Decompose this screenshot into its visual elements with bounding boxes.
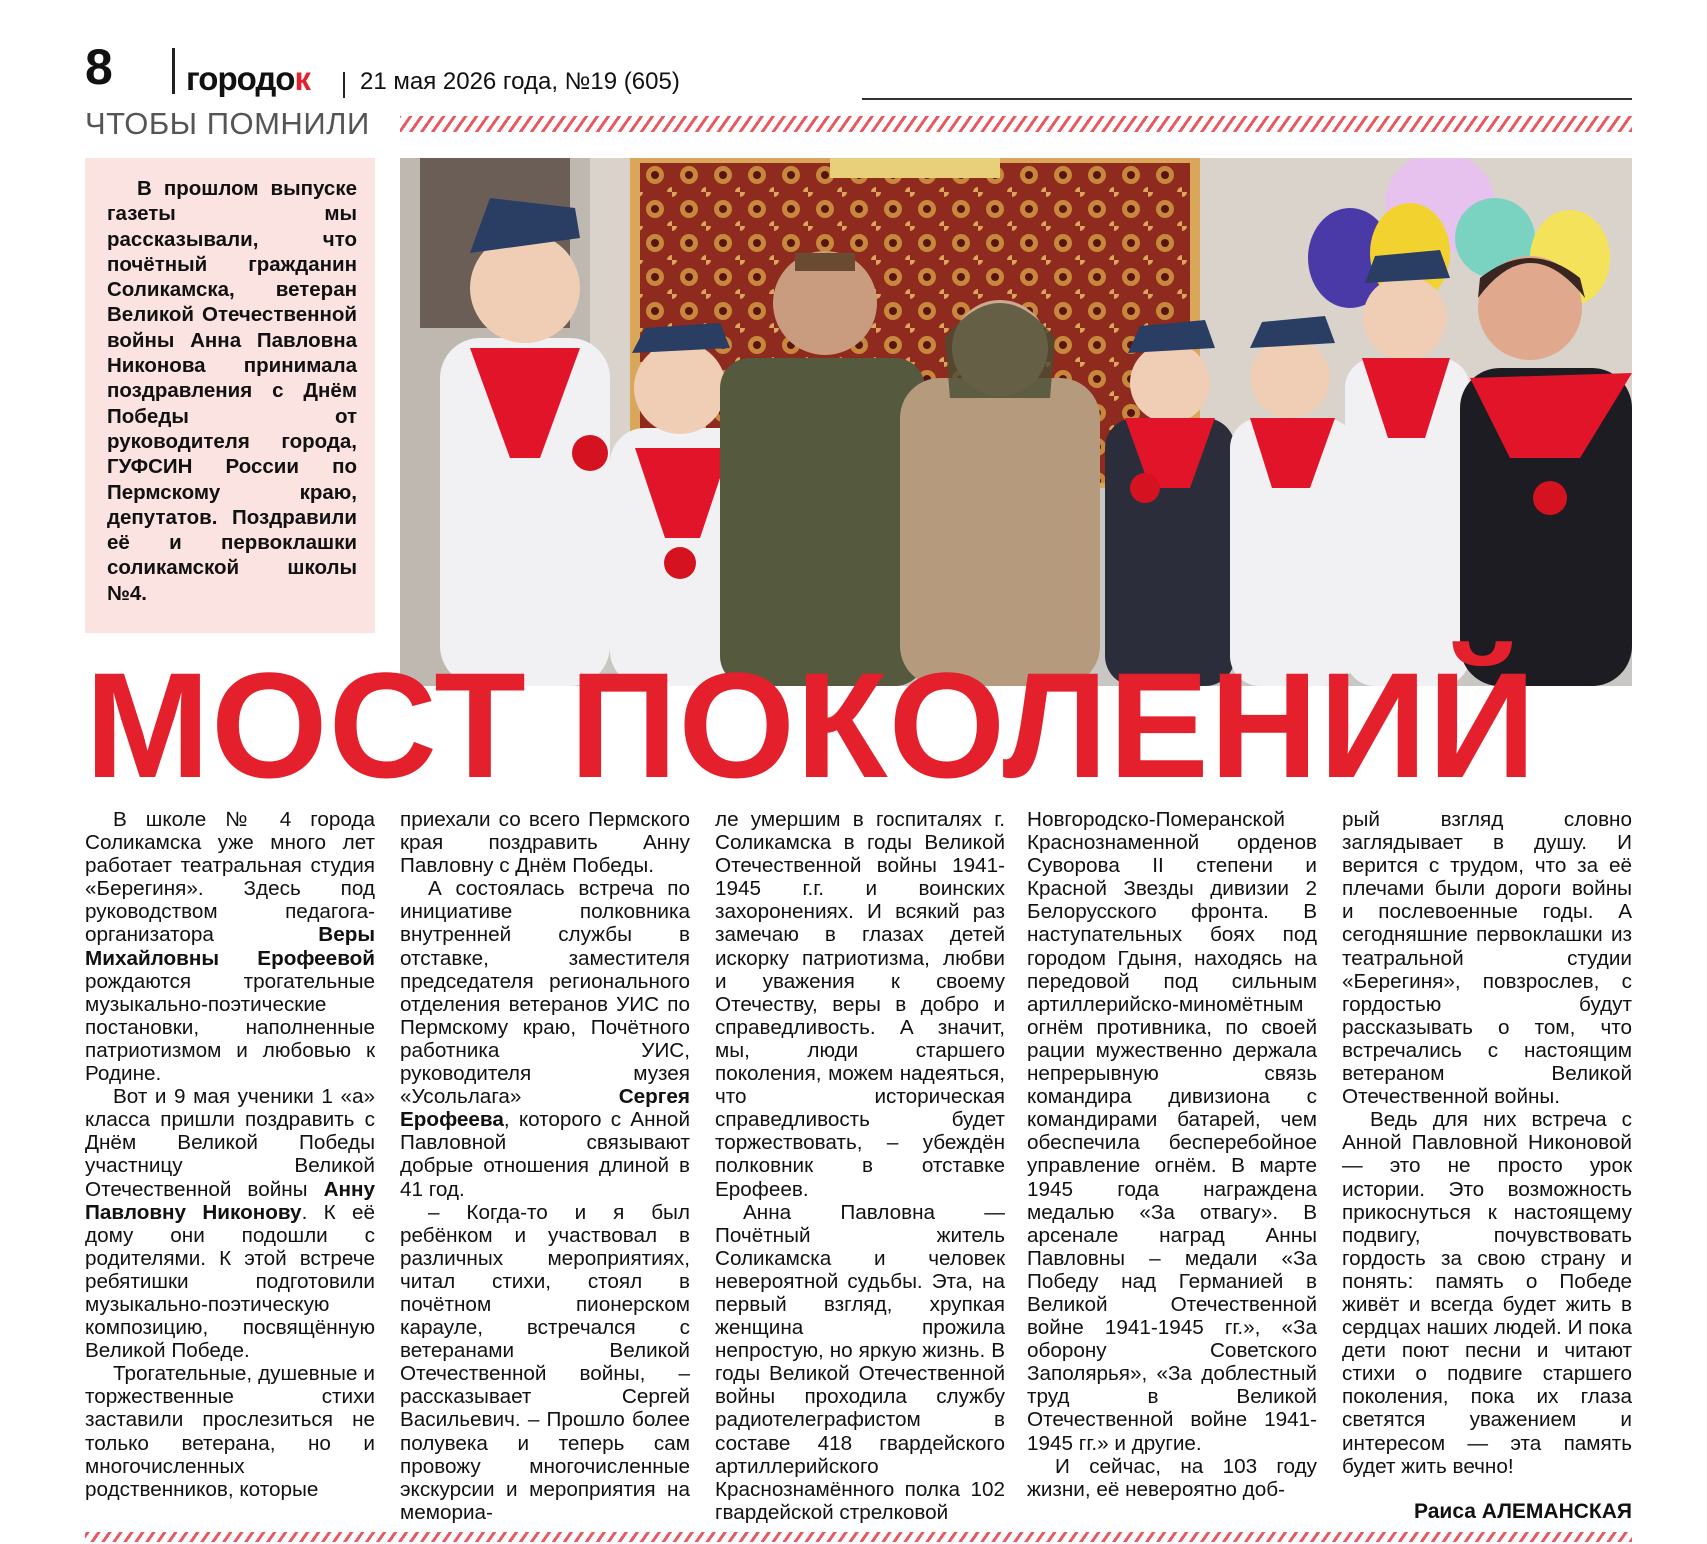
bottom-hatch-stripe [85, 1532, 1632, 1542]
logo-accent: к [294, 60, 310, 97]
paragraph: рый взгляд словно заглядывает в душу. И верится с трудом, что за её плечами были дороги войны и послевоенные годы. А сегодняшние первоклашки из театральной студии «Берегиня», повзрослев, с гордостью будут рассказывать о том, что встречались с настоящим ветераном Великой Отечественной войны. [1342, 808, 1632, 1109]
paragraph: Ведь для них встреча с Анной Павловной Никоновой — это не просто урок истории. Это возможность прикоснуться к настоящему подвигу, почувствовать гордость за свою страну и понять: память о Победе живёт и всегда будет жить в сердцах наших людей. И пока дети поют песни и читают стихи о подвиге старшего поколения, пока их глаза светятся уважением и интересом — эта память будет жить вечно! [1342, 1108, 1632, 1478]
text-span: Вот и 9 мая ученики 1 «а» класса пришли поздравить с Днём Великой Победы участницу Великой Отечественной войны [85, 1085, 375, 1201]
photo-illustration [400, 158, 1632, 686]
newspaper-logo [186, 62, 310, 95]
name-highlight: Веры Михайловны Ерофеевой [85, 923, 375, 970]
paragraph: приехали со всего Пермского края поздравить Анну Павловну с Днём Победы. [400, 808, 690, 878]
author-byline: Раиса АЛЕМАНСКАЯ [1414, 1500, 1632, 1523]
article-column-2 [400, 808, 690, 1524]
article-column-5 [1342, 808, 1632, 1478]
paragraph: И сейчас, на 103 году жизни, её невероятно доб- [1027, 1454, 1317, 1501]
headline: МОСТ ПОКОЛЕНИЙ [85, 641, 1537, 809]
article-column-3 [715, 808, 1005, 1524]
lead-box [85, 158, 375, 633]
article-column-4 [1027, 808, 1317, 1501]
paragraph: Анна Павловна — Почётный житель Соликамска и человек невероятной судьбы. Эта, на первый взгляд, хрупкая женщина прожила непростую, но яркую жизнь. В годы Великой Отечественной войны проходила службу радиотелеграфистом в составе 418 гвардейского артиллерийского Краснознамённого полка 102 гвардейской стрелковой [715, 1200, 1005, 1524]
page-number: 8 [85, 39, 113, 95]
masthead-separator [343, 72, 345, 98]
paragraph: Новгородско-Померанской Краснознаменной орденов Суворова II степени и Красной Звезды дивизии 2 Белорусского фронта. В наступательных боях под городом Гдыня, находясь на передовой под сильным артиллерийско-миномётным огнём противника, по своей рации мужественно держала непрерывную связь командира дивизиона с командирами батарей, чем обеспечила бесперебойное управление огнём. В марте 1945 года награждена медалью «За отвагу». В арсенале наград Анны Павловны – медали «За Победу над Германией в Великой Отечественной войне 1941-1945 гг.», «За оборону Советского Заполярья», «За доблестный труд в Великой Отечественной войне 1941-1945 гг.» и другие. [1027, 808, 1317, 1455]
name-highlight: Анну Павловну Никонову [85, 1177, 375, 1224]
text-span: рождаются трогательные музыкально-поэтические постановки, наполненные патриотизмом и любовью к Родине. [85, 969, 375, 1086]
text-span: . К её дому они подошли с родителями. К этой встрече ребятишки подготовили музыкально-поэтическую композицию, посвящённую Великой Победе. [85, 1200, 375, 1363]
name-highlight: Сергея Ерофеева [400, 1085, 690, 1132]
lead-text: В прошлом выпуске газеты мы рассказывали, что почётный гражданин Соликамска, ветеран Великой Отечественной войны Анна Павловна Никонова принимала поздравления с Днём Победы от руководителя города, ГУФСИН России по Пермскому краю, депутатов. Поздравили её и первоклашки соликамской школы №4. [107, 177, 357, 605]
text-span: А состоялась встреча по инициативе полковника внутренней службы в отставке, заместителя председателя регионального отделения ветеранов УИС по Пермскому краю, Почётного работника УИС, руководителя музея «Усольлага» [400, 877, 690, 1109]
text-span: , которого с Анной Павловной связывают добрые отношения длиной в 41 год. [400, 1108, 690, 1201]
paragraph: ле умершим в госпиталях г. Соликамска в годы Великой Отечественной войны 1941-1945 г.г. и воинских захоронениях. И всякий раз замечаю в глазах детей искорку патриотизма, любви и уважения к своему Отечеству, веры в добро и справедливость. А значит, мы, люди старшего поколения, можем надеяться, что историческая справедливость будет торжествовать, – убеждён полковник в отставке Ерофеев. [715, 808, 1005, 1201]
paragraph: – Когда-то и я был ребёнком и участвовал в различных мероприятиях, читал стихи, стоял в почётном пионерском карауле, встречался с ветеранами Великой Отечественной войны, – рассказывает Сергей Васильевич. – Прошло более полувека и теперь сам провожу многочисленные экскурсии и мероприятия на мемориа- [400, 1200, 690, 1524]
text-span: В школе № 4 города Соликамска уже много лет работает театральная студия «Берегиня». Здесь под руководством педагога-организатора [85, 808, 375, 947]
paragraph: Трогательные, душевные и торжественные стихи заставили прослезиться не только ветерана, но и многочисленных родственников, которые [85, 1362, 375, 1501]
issue-date: 21 мая 2026 года, №19 (605) [360, 68, 680, 95]
masthead-divider [172, 48, 175, 94]
section-hatch-stripe [400, 116, 1632, 132]
top-rule [862, 98, 1632, 100]
article-column-1 [85, 808, 375, 1501]
logo-main: городо [186, 60, 295, 97]
section-title: ЧТОБЫ ПОМНИЛИ [85, 106, 370, 141]
group-photo [400, 158, 1632, 686]
